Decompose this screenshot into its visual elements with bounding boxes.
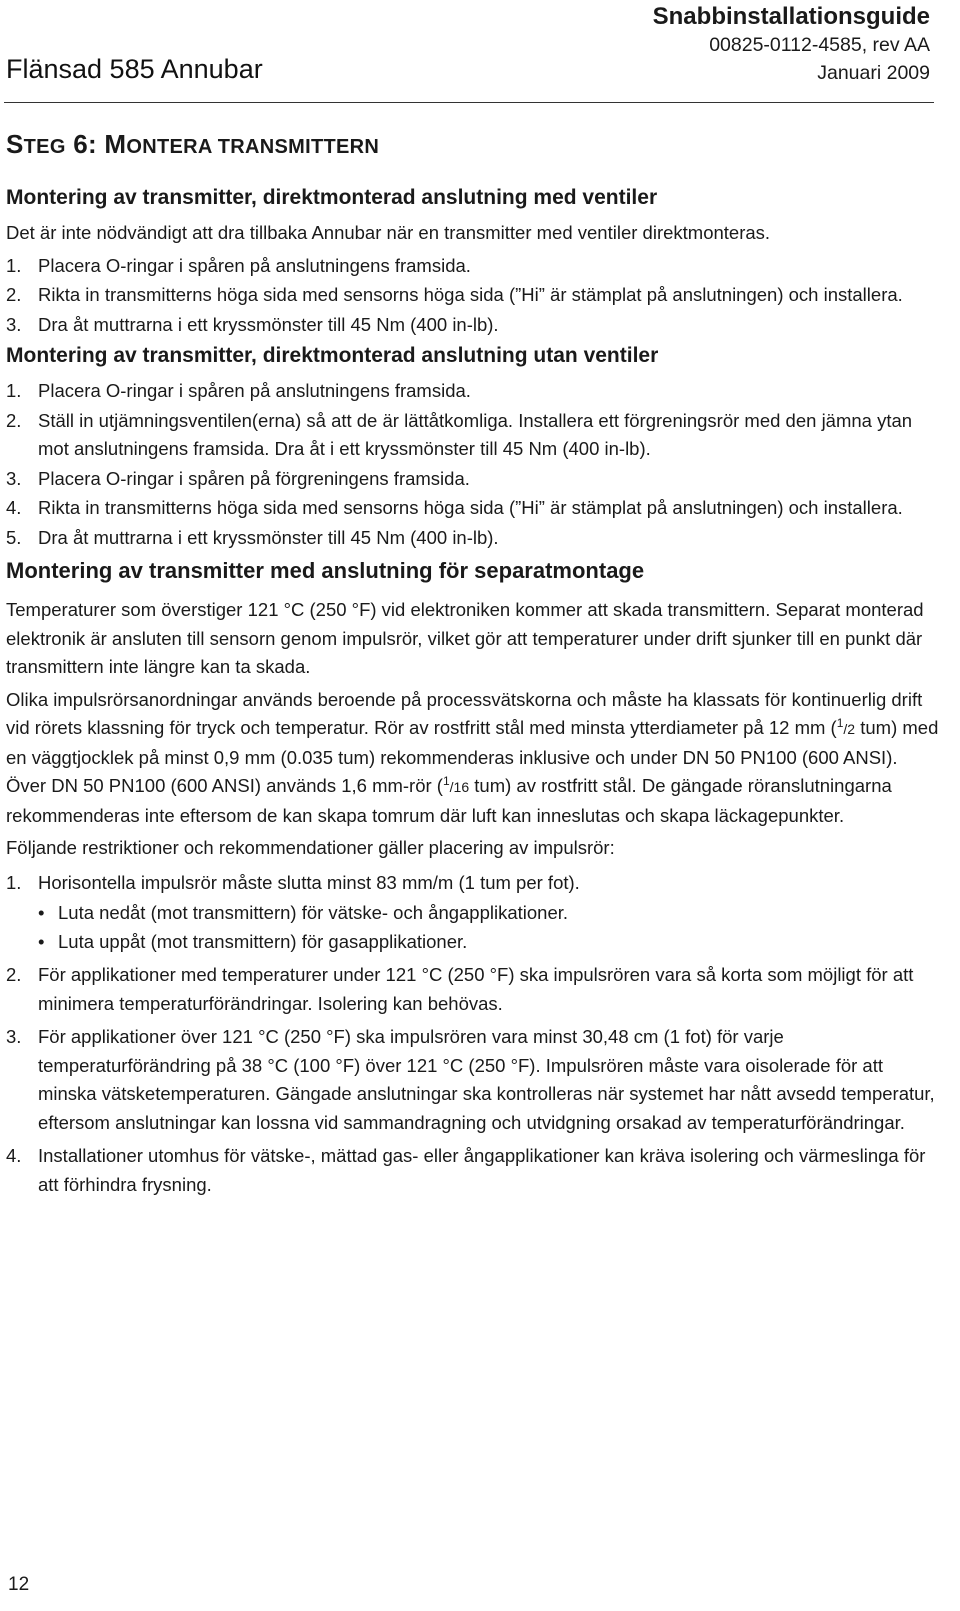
item-text: Ställ in utjämningsventilen(erna) så att de är lättåtkomliga. Installera ett förgreningsrör med den jämna ytan mot anslutningens framsida. Dra åt i ett kryssmönster till 45 Nm (400 in-lb). <box>38 409 913 459</box>
page-number: 12 <box>8 1574 30 1595</box>
step-title <box>6 128 941 163</box>
list-item <box>6 1023 941 1137</box>
item-text: Placera O-ringar i spåren på förgreningens framsida. <box>38 467 470 489</box>
header-divider <box>4 102 934 103</box>
item-body <box>38 869 941 957</box>
paragraph-impulse-tubing <box>6 686 941 831</box>
steps-list-without-valves <box>6 377 941 552</box>
bullet-text: Luta uppåt (mot transmittern) för gasapplikationer. <box>58 930 468 952</box>
bullet-marker: • <box>38 930 45 952</box>
list-item <box>6 1142 941 1199</box>
document-number: 00825-0112-4585, rev AA <box>709 34 930 56</box>
list-item <box>6 377 941 406</box>
list-item <box>6 961 941 1018</box>
section-heading-with-valves: Montering av transmitter, direktmonterad anslutning med ventiler <box>6 186 658 209</box>
item-number: 1. <box>6 254 22 276</box>
steps-list-with-valves <box>6 252 941 340</box>
item-number: 5. <box>6 526 22 548</box>
guide-title: Snabbinstallationsguide <box>652 3 930 30</box>
fraction-denominator: /2 <box>843 721 856 737</box>
list-item <box>6 494 941 523</box>
text-run: tum) med en väggtjocklek på minst 0,9 mm (0.035 tum) rekommenderas inklusive och under DN 50 PN100 (600 ANSI). Över DN 50 PN100 (600 ANSI) används 1,6 mm-rör ( <box>6 717 939 796</box>
item-text: För applikationer med temperaturer under 121 °C (250 °F) ska impulsrören vara så korta som möjligt för att minimera temperaturförändringar. Isolering kan behövas. <box>38 964 914 1014</box>
bullet-item <box>38 899 941 928</box>
header-info <box>653 2 930 87</box>
step-title-part: 6: M <box>65 129 127 159</box>
section-intro: Det är inte nödvändigt att dra tillbaka Annubar när en transmitter med ventiler direktmonteras. <box>6 222 771 243</box>
item-text: För applikationer över 121 °C (250 °F) ska impulsrören vara minst 30,48 cm (1 fot) för varje temperaturförändring på 38 °C (100 °F) över 121 °C (250 °F). Impulsrören måste vara oisolerade för att minska vätsketemperaturen. Gängade anslutningar ska kontrolleras när systemet har nått avsedd temperatur, eftersom anslutningar kan lossna vid sammandragning och utvidgning orsakad av temperaturförändringar. <box>38 1026 935 1133</box>
fraction-numerator: 1 <box>442 773 450 788</box>
step-title-part: TEG <box>23 136 66 158</box>
item-number: 2. <box>6 284 22 305</box>
item-text: Rikta in transmitterns höga sida med sensorns höga sida (”Hi” är stämplat på anslutningen) och installera. <box>38 284 903 305</box>
item-number: 4. <box>6 497 22 518</box>
paragraph-restrictions: Följande restriktioner och rekommendationer gäller placering av impulsrör: <box>6 837 615 858</box>
bullet-item <box>38 928 941 957</box>
fraction-denominator: /16 <box>449 779 470 795</box>
list-item <box>6 465 941 494</box>
item-number: 4. <box>6 1145 22 1166</box>
list-item <box>6 252 941 281</box>
item-text: Rikta in transmitterns höga sida med sensorns höga sida (”Hi” är stämplat på anslutningen) och installera. <box>38 497 903 518</box>
item-number: 3. <box>6 467 22 489</box>
list-item <box>6 311 941 340</box>
item-text: Placera O-ringar i spåren på anslutningens framsida. <box>38 254 471 276</box>
item-text: Dra åt muttrarna i ett kryssmönster till 45 Nm (400 in-lb). <box>38 313 499 335</box>
item-number: 3. <box>6 313 22 335</box>
item-number: 3. <box>6 1026 22 1047</box>
item-text: Placera O-ringar i spåren på anslutningens framsida. <box>38 380 471 401</box>
item-number: 1. <box>6 380 22 401</box>
page-content <box>6 128 941 1204</box>
impulse-restrictions-list <box>6 869 941 1200</box>
step-title-part: ONTERA TRANSMITTERN <box>126 136 380 158</box>
item-text: Dra åt muttrarna i ett kryssmönster till 45 Nm (400 in-lb). <box>38 526 499 548</box>
bullet-text: Luta nedåt (mot transmittern) för vätske- och ångapplikationer. <box>58 902 569 923</box>
item-text: Horisontella impulsrör måste slutta minst 83 mm/m (1 tum per fot). <box>38 871 580 893</box>
list-item <box>6 281 941 310</box>
product-title: Flänsad 585 Annubar <box>6 54 263 84</box>
section-heading-without-valves: Montering av transmitter, direktmonterad anslutning utan ventiler <box>6 344 659 367</box>
list-item <box>6 524 941 553</box>
item-number: 2. <box>6 964 22 985</box>
bullet-marker: • <box>38 902 45 923</box>
document-date: Januari 2009 <box>817 62 930 84</box>
text-run: tum) av rostfritt stål. De gängade röranslutningarna rekommenderas inte eftersom de kan skapa tomrum där luft kan inneslutas och skapa läckagepunkter. <box>6 775 892 826</box>
item-text: Installationer utomhus för vätske-, mättad gas- eller ångapplikationer kan kräva isolering och värmeslinga för att förhindra frysning. <box>38 1145 926 1195</box>
paragraph-temperature: Temperaturer som överstiger 121 °C (250 °F) vid elektroniken kommer att skada transmittern. Separat monterad elektronik är ansluten till sensorn genom impulsrör, vilket gör att temperaturer under drift sjunker till en punkt där transmittern inte längre kan ta skada. <box>6 599 924 677</box>
section-heading-remote-mount: Montering av transmitter med anslutning för separatmontage <box>6 558 645 583</box>
list-item <box>6 407 941 464</box>
step-title-part: S <box>6 129 24 159</box>
item-number: 1. <box>6 871 22 893</box>
slope-bullets <box>38 899 941 956</box>
item-number: 2. <box>6 409 22 431</box>
list-item <box>6 869 941 957</box>
text-run: Olika impulsrörsanordningar används beroende på processvätskorna och måste ha klassats för kontinuerlig drift vid rörets klassning för tryck och temperatur. Rör av rostfritt stål med minsta ytterdiameter på 12 mm ( <box>6 688 923 738</box>
fraction-numerator: 1 <box>836 715 844 730</box>
